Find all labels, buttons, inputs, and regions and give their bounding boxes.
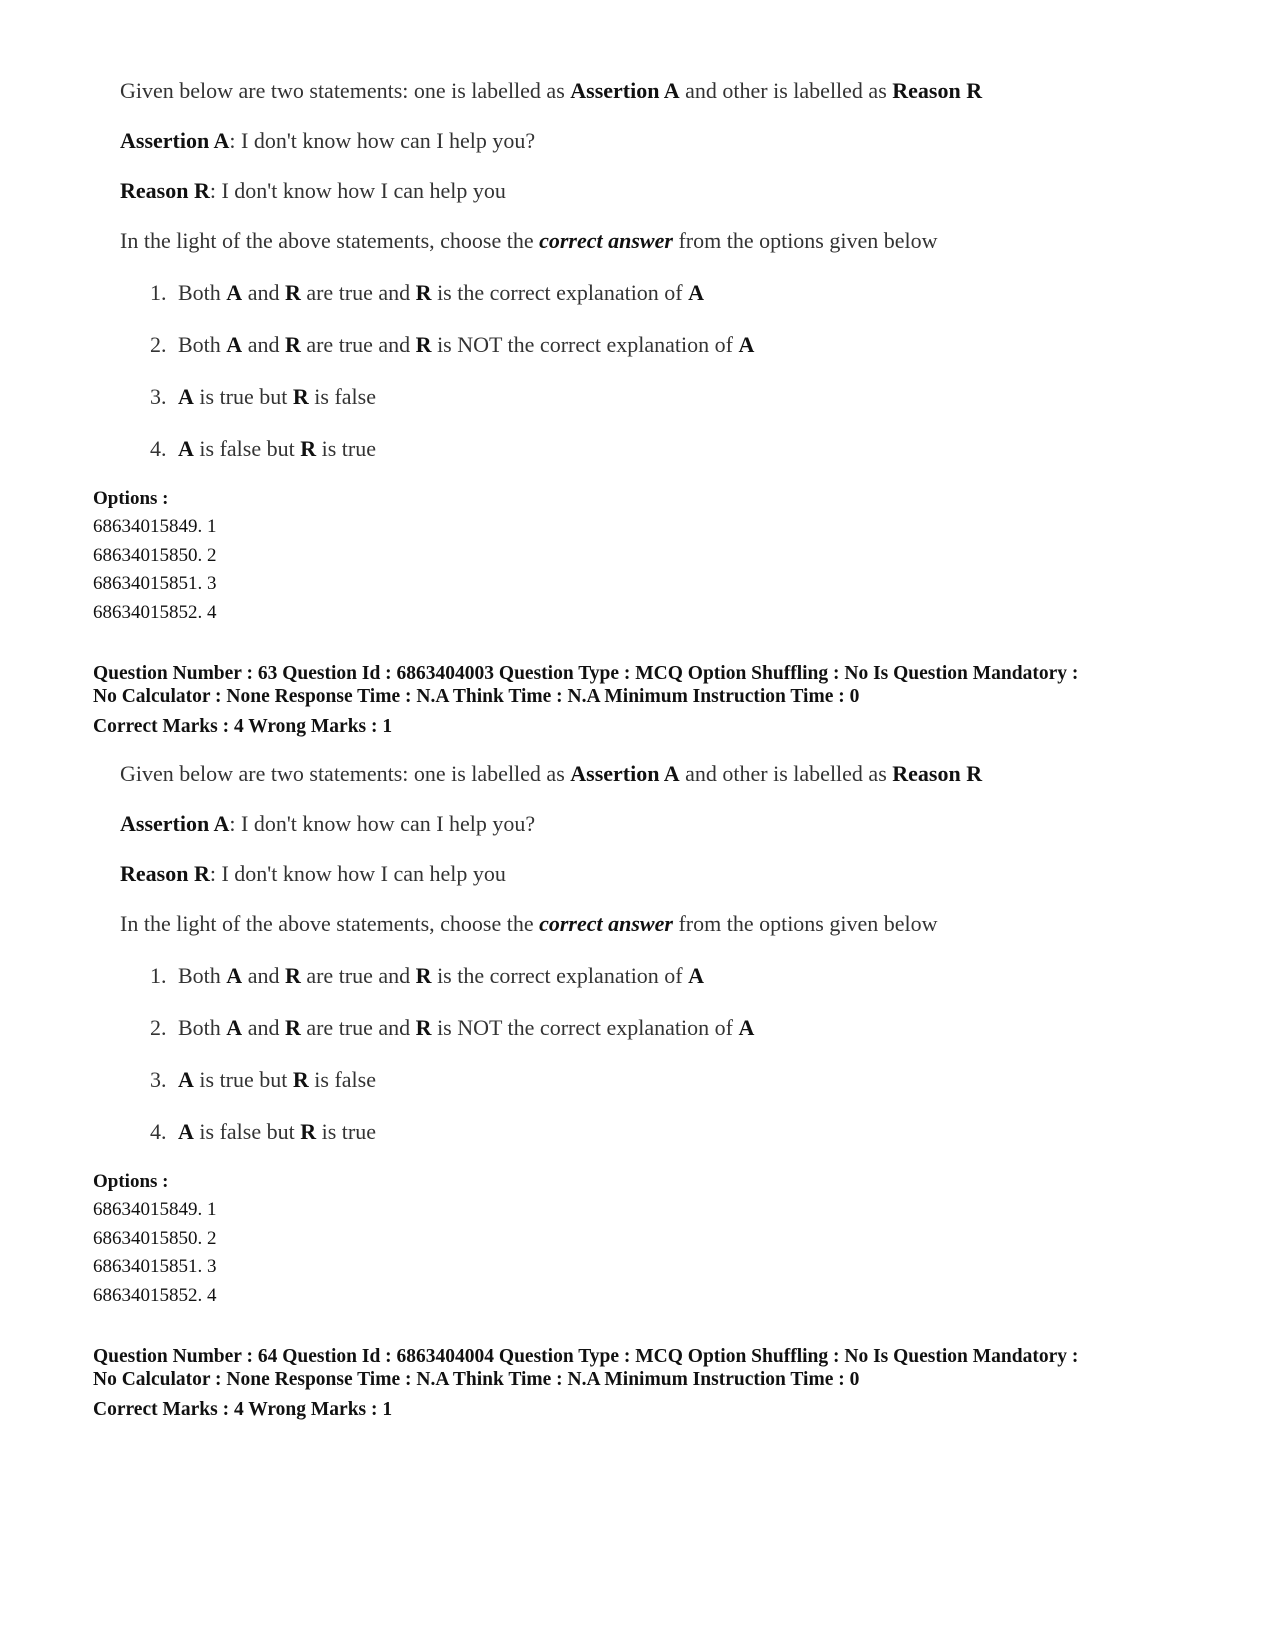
marks-line: Correct Marks : 4 Wrong Marks : 1 bbox=[93, 1399, 393, 1420]
instruction-line: In the light of the above statements, choose the correct answer from the options given below bbox=[120, 911, 938, 936]
statement-intro: Given below are two statements: one is labelled as Assertion A and other is labelled as Reason R bbox=[120, 78, 983, 103]
meta-line: No Calculator : None Response Time : N.A Think Time : N.A Minimum Instruction Time : 0 bbox=[93, 1369, 860, 1390]
question-meta bbox=[93, 663, 1213, 739]
choice-item: 2. Both A and R are true and R is NOT the correct explanation of A bbox=[150, 1015, 755, 1040]
choice-item: 4. A is false but R is true bbox=[150, 1119, 376, 1144]
option-row: 68634015850. 2 bbox=[93, 544, 217, 566]
choice-item: 2. Both A and R are true and R is NOT the correct explanation of A bbox=[150, 332, 755, 357]
choice-item: 1. Both A and R are true and R is the correct explanation of A bbox=[150, 963, 705, 988]
marks-line: Correct Marks : 4 Wrong Marks : 1 bbox=[93, 716, 393, 737]
option-row: 68634015852. 4 bbox=[93, 601, 217, 623]
question-meta bbox=[93, 1346, 1213, 1422]
choice-item: 4. A is false but R is true bbox=[150, 436, 376, 461]
choice-item: 3. A is true but R is false bbox=[150, 384, 376, 409]
meta-line: No Calculator : None Response Time : N.A Think Time : N.A Minimum Instruction Time : 0 bbox=[93, 686, 860, 707]
options-header: Options : bbox=[93, 488, 169, 509]
option-row: 68634015851. 3 bbox=[93, 573, 217, 595]
option-row: 68634015851. 3 bbox=[93, 1256, 217, 1278]
choice-item: 1. Both A and R are true and R is the correct explanation of A bbox=[150, 280, 705, 305]
meta-line: Question Number : 64 Question Id : 6863404004 Question Type : MCQ Option Shuffling : No Is Question Mandatory : bbox=[93, 1346, 1079, 1367]
reason-line: Reason R: I don't know how I can help you bbox=[120, 178, 506, 203]
meta-line: Question Number : 63 Question Id : 6863404003 Question Type : MCQ Option Shuffling : No Is Question Mandatory : bbox=[93, 663, 1079, 684]
option-row: 68634015852. 4 bbox=[93, 1284, 217, 1306]
instruction-line: In the light of the above statements, choose the correct answer from the options given below bbox=[120, 228, 938, 253]
choice-item: 3. A is true but R is false bbox=[150, 1067, 376, 1092]
assertion-line: Assertion A: I don't know how can I help you? bbox=[120, 128, 536, 153]
reason-line: Reason R: I don't know how I can help you bbox=[120, 861, 506, 886]
options-header: Options : bbox=[93, 1171, 169, 1192]
option-row: 68634015850. 2 bbox=[93, 1227, 217, 1249]
option-row: 68634015849. 1 bbox=[93, 1199, 217, 1220]
options-list bbox=[93, 488, 217, 630]
options-list bbox=[93, 1171, 217, 1313]
assertion-line: Assertion A: I don't know how can I help you? bbox=[120, 811, 536, 836]
option-row: 68634015849. 1 bbox=[93, 516, 217, 537]
statement-intro: Given below are two statements: one is labelled as Assertion A and other is labelled as Reason R bbox=[120, 761, 983, 786]
